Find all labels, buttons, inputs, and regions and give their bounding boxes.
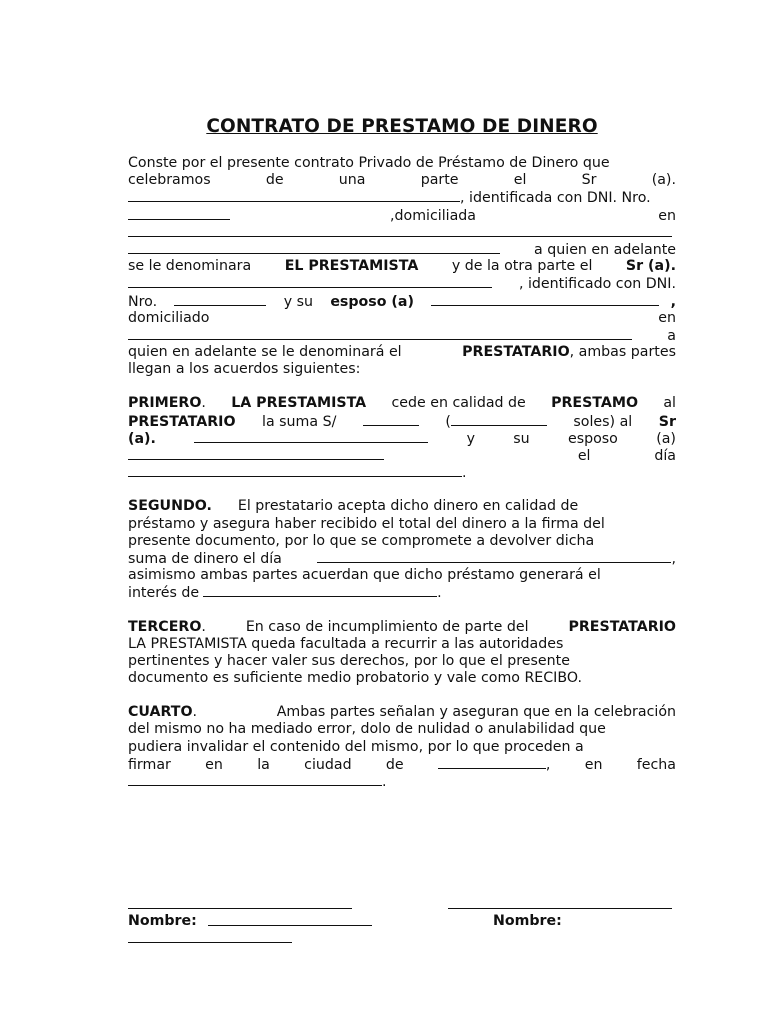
text: día bbox=[654, 448, 676, 464]
blank-field[interactable] bbox=[128, 464, 462, 477]
text: de bbox=[265, 172, 284, 189]
text: El prestatario acepta dicho dinero en calidad de bbox=[237, 498, 579, 515]
text: al bbox=[663, 395, 676, 412]
text: soles) al bbox=[573, 413, 633, 430]
blank-field[interactable] bbox=[128, 447, 384, 460]
text-line bbox=[128, 533, 676, 550]
text-line bbox=[128, 756, 676, 773]
clause-primero bbox=[128, 395, 676, 481]
text: cede en calidad de bbox=[391, 395, 526, 412]
text-line bbox=[128, 550, 676, 567]
text: asimismo ambas partes acuerdan que dicho préstamo generará el bbox=[128, 567, 601, 584]
text: Ambas partes señalan y aseguran que en la celebración bbox=[276, 704, 676, 721]
text: el bbox=[513, 172, 527, 189]
text: . bbox=[201, 395, 206, 412]
signature-lines bbox=[128, 896, 676, 913]
text: la bbox=[257, 756, 270, 773]
clause-tercero bbox=[128, 619, 676, 688]
blank-field[interactable] bbox=[128, 189, 460, 202]
blank-field[interactable] bbox=[128, 207, 230, 220]
text: y bbox=[466, 430, 475, 447]
text-line bbox=[128, 721, 676, 738]
text-line bbox=[128, 636, 676, 653]
blank-field[interactable] bbox=[317, 550, 671, 563]
text: Sr bbox=[581, 172, 597, 189]
text-line bbox=[128, 224, 676, 241]
signature-extra bbox=[128, 930, 676, 947]
signature-name-label-left: Nombre: bbox=[128, 913, 197, 929]
text: . bbox=[382, 774, 387, 790]
signature-line-left[interactable] bbox=[128, 896, 352, 909]
text: LA PRESTAMISTA bbox=[231, 395, 367, 412]
text: PRESTATARIO bbox=[568, 618, 676, 635]
text-line bbox=[128, 207, 676, 224]
text: y su bbox=[283, 293, 313, 310]
blank-field[interactable] bbox=[451, 413, 547, 426]
text-line bbox=[128, 704, 676, 721]
text-line bbox=[128, 172, 676, 189]
text: (a). bbox=[651, 172, 676, 189]
text: ,domiciliada bbox=[390, 207, 476, 224]
text: pertinentes y hacer valer sus derechos, por lo que el presente bbox=[128, 652, 570, 669]
contract-page bbox=[128, 116, 676, 790]
text-line bbox=[128, 739, 676, 756]
text: Sr bbox=[658, 413, 676, 430]
text: , bbox=[545, 756, 551, 773]
text-line bbox=[128, 464, 676, 481]
signature-name-label-right: Nombre: bbox=[493, 913, 562, 929]
text: . bbox=[462, 465, 467, 482]
text-line bbox=[128, 258, 676, 275]
clause-segundo bbox=[128, 498, 676, 601]
text: presente documento, por lo que se compromete a devolver dicha bbox=[128, 532, 595, 549]
text: quien en adelante se le denominará el bbox=[128, 344, 402, 361]
blank-field[interactable] bbox=[363, 413, 419, 426]
blank-field[interactable] bbox=[438, 756, 546, 769]
text: ciudad bbox=[304, 756, 352, 773]
text: , identificado con DNI. bbox=[518, 276, 676, 293]
text: se le denominara bbox=[128, 258, 252, 275]
text-line bbox=[128, 430, 676, 447]
text: parte bbox=[420, 172, 459, 189]
document-title: CONTRATO DE PRESTAMO DE DINERO bbox=[206, 116, 598, 137]
text: . bbox=[437, 585, 442, 602]
text: (a) bbox=[656, 430, 676, 447]
blank-field[interactable] bbox=[194, 430, 428, 443]
borrower-label: PRESTATARIO bbox=[462, 344, 570, 361]
text-line bbox=[128, 344, 676, 361]
text: , bbox=[671, 550, 676, 567]
text: esposo (a) bbox=[330, 293, 414, 310]
text-line bbox=[128, 567, 676, 584]
text: a quien en adelante bbox=[534, 241, 676, 258]
text: firmar bbox=[128, 756, 171, 773]
text-line bbox=[128, 413, 676, 430]
text: pudiera invalidar el contenido del mismo, por lo que proceden a bbox=[128, 738, 584, 755]
text: documento es suficiente medio probatorio y vale como RECIBO. bbox=[128, 670, 582, 687]
text: LA PRESTAMISTA queda facultada a recurrir a las autoridades bbox=[128, 635, 564, 652]
text-line bbox=[128, 327, 676, 344]
clause-label: SEGUNDO. bbox=[128, 498, 212, 515]
signature-line-right[interactable] bbox=[448, 896, 672, 909]
text: una bbox=[338, 172, 366, 189]
clause-label: PRIMERO bbox=[128, 395, 202, 412]
text-line bbox=[128, 670, 676, 687]
blank-field[interactable] bbox=[431, 293, 659, 306]
text: celebramos bbox=[128, 172, 211, 189]
text: el bbox=[577, 448, 591, 464]
text: , bbox=[670, 293, 676, 310]
text: Nro. bbox=[128, 293, 158, 310]
text: en bbox=[658, 207, 676, 224]
text-line bbox=[128, 653, 676, 670]
text: de bbox=[385, 756, 404, 773]
text: . bbox=[201, 618, 206, 635]
text: PRESTATARIO bbox=[128, 413, 236, 430]
blank-field[interactable] bbox=[128, 241, 500, 254]
text: préstamo y asegura haber recibido el total del dinero a la firma del bbox=[128, 515, 605, 532]
text: la suma S/ bbox=[262, 413, 337, 430]
text-line bbox=[128, 516, 676, 533]
text: PRESTAMO bbox=[551, 395, 639, 412]
text-line bbox=[128, 447, 676, 464]
text: ( bbox=[445, 413, 451, 430]
text: fecha bbox=[636, 756, 676, 773]
text-line bbox=[128, 395, 676, 412]
text-line bbox=[128, 773, 676, 790]
signature-names bbox=[128, 913, 676, 930]
text-line bbox=[128, 293, 676, 310]
text-line bbox=[128, 189, 676, 206]
text: en bbox=[658, 309, 676, 326]
text: del mismo no ha mediado error, dolo de nulidad o anulabilidad que bbox=[128, 721, 606, 738]
text-line bbox=[128, 361, 676, 378]
text: y de la otra parte el bbox=[451, 258, 593, 275]
text: , identificada con DNI. Nro. bbox=[460, 190, 651, 207]
blank-field[interactable] bbox=[128, 327, 632, 340]
signature-block bbox=[128, 896, 676, 947]
text: llegan a los acuerdos siguientes: bbox=[128, 361, 361, 378]
text: domiciliado bbox=[128, 309, 210, 326]
text: a bbox=[667, 327, 676, 344]
blank-field[interactable] bbox=[128, 275, 492, 288]
text-line bbox=[128, 619, 676, 636]
clause-cuarto bbox=[128, 704, 676, 790]
blank-field[interactable] bbox=[203, 584, 437, 597]
lender-label: EL PRESTAMISTA bbox=[284, 258, 419, 275]
text: , ambas partes bbox=[569, 344, 676, 361]
clause-label: TERCERO bbox=[128, 618, 202, 635]
signature-name-field-right[interactable] bbox=[128, 930, 292, 943]
text-line bbox=[128, 310, 676, 327]
text: en bbox=[205, 756, 223, 773]
text-line bbox=[128, 241, 676, 258]
text: Conste por el presente contrato Privado de Préstamo de Dinero que bbox=[128, 155, 610, 171]
text: su bbox=[513, 430, 530, 447]
text: Sr (a). bbox=[625, 258, 676, 275]
signature-name-field-left[interactable] bbox=[208, 913, 372, 926]
blank-field[interactable] bbox=[174, 293, 266, 306]
clause-label: CUARTO bbox=[128, 704, 193, 721]
text: esposo bbox=[567, 430, 618, 447]
text-line bbox=[128, 584, 676, 601]
blank-field[interactable] bbox=[128, 773, 382, 786]
text-line bbox=[128, 498, 676, 515]
text: En caso de incumplimiento de parte del bbox=[245, 618, 529, 635]
text: en bbox=[584, 756, 603, 773]
intro-paragraph bbox=[128, 155, 676, 378]
text-line bbox=[128, 155, 676, 172]
text: (a). bbox=[128, 430, 156, 447]
text: . bbox=[192, 704, 198, 721]
blank-field[interactable] bbox=[128, 224, 672, 237]
text-line bbox=[128, 275, 676, 292]
text: suma de dinero el día bbox=[128, 550, 282, 567]
text: interés de bbox=[128, 585, 200, 602]
